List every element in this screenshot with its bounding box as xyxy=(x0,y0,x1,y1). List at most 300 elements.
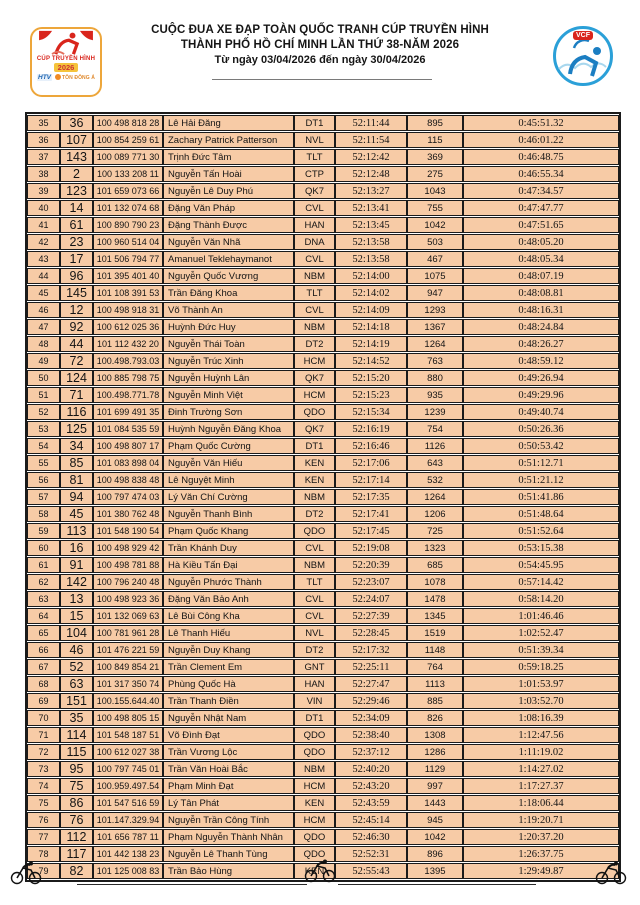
cell-total-time: 52:13:41 xyxy=(335,200,407,216)
cell-total-time: 52:16:46 xyxy=(335,438,407,454)
cell-rider-name: Trần Đăng Khoa xyxy=(163,285,294,301)
cell-team-code: QK7 xyxy=(294,183,335,199)
table-row xyxy=(27,149,619,165)
cell-team-code: CVL xyxy=(294,200,335,216)
cell-points: 1367 xyxy=(407,319,463,335)
cell-gap-time: 1:01:46.46 xyxy=(463,608,619,624)
cell-points: 945 xyxy=(407,812,463,828)
cell-points: 1293 xyxy=(407,302,463,318)
cell-total-time: 52:15:34 xyxy=(335,404,407,420)
cell-uci-id: 100 796 240 48 xyxy=(93,574,163,590)
cell-rider-name: Phạm Quốc Cường xyxy=(163,438,294,454)
cell-team-code: HCM xyxy=(294,812,335,828)
cell-rider-name: Nguyễn Văn Hiếu xyxy=(163,455,294,471)
table-row xyxy=(27,183,619,199)
cell-bib-number: 125 xyxy=(60,421,93,437)
cell-uci-id: 100.959.497.54 xyxy=(93,778,163,794)
cell-total-time: 52:12:42 xyxy=(335,149,407,165)
table-row xyxy=(27,829,619,845)
cell-bib-number: 117 xyxy=(60,846,93,862)
cell-rider-name: Đặng Thành Được xyxy=(163,217,294,233)
cell-rank: 66 xyxy=(27,642,60,658)
cell-rider-name: Trần Khánh Duy xyxy=(163,540,294,556)
cell-team-code: KEN xyxy=(294,472,335,488)
cell-uci-id: 101 656 787 11 xyxy=(93,829,163,845)
cell-bib-number: 151 xyxy=(60,693,93,709)
cell-team-code: DT2 xyxy=(294,336,335,352)
cell-total-time: 52:23:07 xyxy=(335,574,407,590)
cell-rider-name: Trần Vương Lộc xyxy=(163,744,294,760)
cyclist-icon xyxy=(10,860,42,886)
cell-rider-name: Lê Thanh Hiếu xyxy=(163,625,294,641)
table-row xyxy=(27,778,619,794)
cell-total-time: 52:14:00 xyxy=(335,268,407,284)
table-row xyxy=(27,574,619,590)
cell-points: 1126 xyxy=(407,438,463,454)
cell-uci-id: 101 395 401 40 xyxy=(93,268,163,284)
cell-rider-name: Trịnh Đức Tâm xyxy=(163,149,294,165)
cell-points: 935 xyxy=(407,387,463,403)
cell-rider-name: Nguyễn Thanh Bình xyxy=(163,506,294,522)
cell-rank: 69 xyxy=(27,693,60,709)
cell-rank: 54 xyxy=(27,438,60,454)
cyclist-icon xyxy=(595,860,627,886)
cell-rank: 61 xyxy=(27,557,60,573)
cell-team-code: DT1 xyxy=(294,710,335,726)
cell-gap-time: 0:51:21.12 xyxy=(463,472,619,488)
cell-points: 1478 xyxy=(407,591,463,607)
cell-uci-id: 101.147.329.94 xyxy=(93,812,163,828)
cell-rider-name: Võ Thành An xyxy=(163,302,294,318)
cell-rider-name: Nguyễn Trần Công Tính xyxy=(163,812,294,828)
cell-rider-name: Lý Văn Chí Cường xyxy=(163,489,294,505)
cell-points: 1078 xyxy=(407,574,463,590)
cell-bib-number: 94 xyxy=(60,489,93,505)
cell-team-code: QDO xyxy=(294,404,335,420)
cell-total-time: 52:15:20 xyxy=(335,370,407,386)
table-row xyxy=(27,744,619,760)
cell-gap-time: 1:19:20.71 xyxy=(463,812,619,828)
cell-total-time: 52:38:40 xyxy=(335,727,407,743)
cell-team-code: DT2 xyxy=(294,642,335,658)
cell-uci-id: 100 612 025 36 xyxy=(93,319,163,335)
table-row xyxy=(27,404,619,420)
cell-rank: 46 xyxy=(27,302,60,318)
table-row xyxy=(27,438,619,454)
cell-rank: 44 xyxy=(27,268,60,284)
table-row xyxy=(27,727,619,743)
cell-points: 755 xyxy=(407,200,463,216)
cell-rank: 72 xyxy=(27,744,60,760)
cell-points: 1519 xyxy=(407,625,463,641)
cell-team-code: QDO xyxy=(294,523,335,539)
cell-team-code: NBM xyxy=(294,319,335,335)
cell-points: 532 xyxy=(407,472,463,488)
cell-team-code: QDO xyxy=(294,846,335,862)
cell-bib-number: 91 xyxy=(60,557,93,573)
cell-bib-number: 113 xyxy=(60,523,93,539)
cell-gap-time: 1:20:37.20 xyxy=(463,829,619,845)
cell-uci-id: 100 885 798 75 xyxy=(93,370,163,386)
cell-uci-id: 101 380 762 48 xyxy=(93,506,163,522)
cell-bib-number: 35 xyxy=(60,710,93,726)
cell-bib-number: 63 xyxy=(60,676,93,692)
cell-bib-number: 124 xyxy=(60,370,93,386)
cell-gap-time: 0:51:48.64 xyxy=(463,506,619,522)
cup-logo-year: 2026 xyxy=(32,63,100,72)
table-row xyxy=(27,455,619,471)
cell-gap-time: 1:12:47.56 xyxy=(463,727,619,743)
cell-uci-id: 100 498 818 28 xyxy=(93,115,163,131)
cell-team-code: CVL xyxy=(294,591,335,607)
cell-rank: 74 xyxy=(27,778,60,794)
cell-uci-id: 100 498 923 36 xyxy=(93,591,163,607)
cell-bib-number: 2 xyxy=(60,166,93,182)
cell-rider-name: Lê Hải Đăng xyxy=(163,115,294,131)
cell-bib-number: 34 xyxy=(60,438,93,454)
cell-total-time: 52:17:32 xyxy=(335,642,407,658)
cell-total-time: 52:13:58 xyxy=(335,251,407,267)
cell-total-time: 52:25:11 xyxy=(335,659,407,675)
cell-gap-time: 0:50:26.36 xyxy=(463,421,619,437)
cell-rank: 75 xyxy=(27,795,60,811)
cell-uci-id: 101 112 432 20 xyxy=(93,336,163,352)
cell-uci-id: 101 125 008 83 xyxy=(93,863,163,879)
cell-rider-name: Trần Bảo Hùng xyxy=(163,863,294,879)
cell-bib-number: 12 xyxy=(60,302,93,318)
cell-total-time: 52:55:43 xyxy=(335,863,407,879)
cell-total-time: 52:28:45 xyxy=(335,625,407,641)
cell-gap-time: 0:48:59.12 xyxy=(463,353,619,369)
table-row xyxy=(27,166,619,182)
cell-team-code: NBM xyxy=(294,489,335,505)
table-row xyxy=(27,387,619,403)
cell-points: 275 xyxy=(407,166,463,182)
cell-uci-id: 100 797 745 01 xyxy=(93,761,163,777)
cell-rank: 59 xyxy=(27,523,60,539)
table-row xyxy=(27,642,619,658)
cell-bib-number: 104 xyxy=(60,625,93,641)
cell-bib-number: 52 xyxy=(60,659,93,675)
cell-uci-id: 101 547 516 59 xyxy=(93,795,163,811)
cell-uci-id: 100 089 771 30 xyxy=(93,149,163,165)
cell-uci-id: 100 498 805 15 xyxy=(93,710,163,726)
cell-gap-time: 1:11:19.02 xyxy=(463,744,619,760)
cell-team-code: NBM xyxy=(294,268,335,284)
table-row xyxy=(27,132,619,148)
cell-rank: 38 xyxy=(27,166,60,182)
cell-points: 880 xyxy=(407,370,463,386)
cell-points: 826 xyxy=(407,710,463,726)
cell-uci-id: 100 781 961 28 xyxy=(93,625,163,641)
cell-total-time: 52:45:14 xyxy=(335,812,407,828)
cell-points: 1206 xyxy=(407,506,463,522)
cell-gap-time: 0:46:48.75 xyxy=(463,149,619,165)
cell-gap-time: 1:14:27.02 xyxy=(463,761,619,777)
cell-uci-id: 101 476 221 59 xyxy=(93,642,163,658)
table-row xyxy=(27,523,619,539)
cell-bib-number: 145 xyxy=(60,285,93,301)
cell-rider-name: Nguyễn Minh Việt xyxy=(163,387,294,403)
cell-team-code: KEN xyxy=(294,863,335,879)
cell-gap-time: 0:48:24.84 xyxy=(463,319,619,335)
cell-bib-number: 16 xyxy=(60,540,93,556)
cell-uci-id: 100 498 807 17 xyxy=(93,438,163,454)
cell-rank: 50 xyxy=(27,370,60,386)
cell-total-time: 52:43:59 xyxy=(335,795,407,811)
cell-team-code: DNA xyxy=(294,234,335,250)
cell-uci-id: 100 960 514 04 xyxy=(93,234,163,250)
cell-rank: 79 xyxy=(27,863,60,879)
cell-points: 369 xyxy=(407,149,463,165)
cell-gap-time: 0:48:07.19 xyxy=(463,268,619,284)
cell-total-time: 52:27:39 xyxy=(335,608,407,624)
cell-gap-time: 1:02:52.47 xyxy=(463,625,619,641)
cell-total-time: 52:24:07 xyxy=(335,591,407,607)
ton-dong-a-label: TÔN ĐÔNG Á xyxy=(62,75,95,81)
cell-bib-number: 114 xyxy=(60,727,93,743)
cell-rank: 76 xyxy=(27,812,60,828)
cell-gap-time: 0:47:51.65 xyxy=(463,217,619,233)
cell-rider-name: Nguyễn Tấn Hoài xyxy=(163,166,294,182)
cell-team-code: NBM xyxy=(294,557,335,573)
table-row xyxy=(27,710,619,726)
table-row xyxy=(27,693,619,709)
cell-points: 764 xyxy=(407,659,463,675)
cell-rank: 60 xyxy=(27,540,60,556)
cell-gap-time: 1:18:06.44 xyxy=(463,795,619,811)
cell-gap-time: 0:48:16.31 xyxy=(463,302,619,318)
cell-rider-name: Nguyễn Phước Thành xyxy=(163,574,294,590)
cell-rank: 78 xyxy=(27,846,60,862)
cell-points: 1308 xyxy=(407,727,463,743)
cell-total-time: 52:11:54 xyxy=(335,132,407,148)
cell-points: 1264 xyxy=(407,489,463,505)
cell-rider-name: Võ Đình Đạt xyxy=(163,727,294,743)
cell-gap-time: 0:48:05.34 xyxy=(463,251,619,267)
cell-total-time: 52:17:06 xyxy=(335,455,407,471)
cell-team-code: CVL xyxy=(294,302,335,318)
cell-team-code: KEN xyxy=(294,455,335,471)
cell-gap-time: 0:45:51.32 xyxy=(463,115,619,131)
title-divider xyxy=(212,79,432,80)
cell-rider-name: Đặng Văn Bảo Anh xyxy=(163,591,294,607)
cell-rider-name: Trần Văn Hoài Bắc xyxy=(163,761,294,777)
cell-team-code: HCM xyxy=(294,353,335,369)
cell-gap-time: 0:51:39.34 xyxy=(463,642,619,658)
cell-points: 685 xyxy=(407,557,463,573)
cell-team-code: NVL xyxy=(294,625,335,641)
table-row xyxy=(27,319,619,335)
cell-team-code: TLT xyxy=(294,149,335,165)
cell-total-time: 52:14:19 xyxy=(335,336,407,352)
cell-uci-id: 100 498 918 31 xyxy=(93,302,163,318)
cell-bib-number: 23 xyxy=(60,234,93,250)
table-row xyxy=(27,676,619,692)
cell-rider-name: Nguyễn Thái Toàn xyxy=(163,336,294,352)
cell-uci-id: 100 498 781 88 xyxy=(93,557,163,573)
cell-rank: 56 xyxy=(27,472,60,488)
cell-uci-id: 100 612 027 38 xyxy=(93,744,163,760)
cell-points: 896 xyxy=(407,846,463,862)
cell-team-code: QK7 xyxy=(294,421,335,437)
cell-total-time: 52:17:35 xyxy=(335,489,407,505)
cell-total-time: 52:13:58 xyxy=(335,234,407,250)
cell-uci-id: 101 699 491 35 xyxy=(93,404,163,420)
cell-total-time: 52:11:44 xyxy=(335,115,407,131)
cell-bib-number: 36 xyxy=(60,115,93,131)
cell-rank: 58 xyxy=(27,506,60,522)
cell-team-code: DT1 xyxy=(294,438,335,454)
cell-team-code: KEN xyxy=(294,795,335,811)
cell-gap-time: 0:48:26.27 xyxy=(463,336,619,352)
cell-team-code: HAN xyxy=(294,676,335,692)
cell-total-time: 52:27:47 xyxy=(335,676,407,692)
cell-rider-name: Trần Clement Em xyxy=(163,659,294,675)
table-row xyxy=(27,421,619,437)
cell-rider-name: Trần Thanh Điền xyxy=(163,693,294,709)
cell-rider-name: Nguyễn Lê Duy Phú xyxy=(163,183,294,199)
cell-team-code: CTP xyxy=(294,166,335,182)
table-row xyxy=(27,608,619,624)
cell-bib-number: 115 xyxy=(60,744,93,760)
cell-rank: 43 xyxy=(27,251,60,267)
ton-dong-a-icon xyxy=(55,74,61,80)
cell-uci-id: 101 442 138 23 xyxy=(93,846,163,862)
cell-bib-number: 45 xyxy=(60,506,93,522)
cell-points: 1075 xyxy=(407,268,463,284)
table-row xyxy=(27,251,619,267)
cell-rider-name: Nguyễn Quốc Vương xyxy=(163,268,294,284)
cell-rank: 55 xyxy=(27,455,60,471)
cell-gap-time: 0:51:12.71 xyxy=(463,455,619,471)
cell-total-time: 52:20:39 xyxy=(335,557,407,573)
cell-total-time: 52:17:14 xyxy=(335,472,407,488)
cell-bib-number: 92 xyxy=(60,319,93,335)
cell-uci-id: 101 317 350 74 xyxy=(93,676,163,692)
cell-uci-id: 101 083 898 04 xyxy=(93,455,163,471)
cell-rank: 47 xyxy=(27,319,60,335)
cell-bib-number: 143 xyxy=(60,149,93,165)
results-body xyxy=(27,115,619,879)
cell-team-code: CVL xyxy=(294,540,335,556)
cell-points: 997 xyxy=(407,778,463,794)
table-row xyxy=(27,557,619,573)
table-row xyxy=(27,489,619,505)
cell-rider-name: Phạm Quốc Khang xyxy=(163,523,294,539)
cell-gap-time: 1:03:52.70 xyxy=(463,693,619,709)
cell-team-code: QDO xyxy=(294,829,335,845)
cell-rank: 62 xyxy=(27,574,60,590)
page-title xyxy=(110,23,530,68)
cell-points: 1042 xyxy=(407,217,463,233)
cell-team-code: VIN xyxy=(294,693,335,709)
cell-team-code: DT1 xyxy=(294,115,335,131)
cell-points: 1264 xyxy=(407,336,463,352)
cell-rider-name: Phạm Minh Đạt xyxy=(163,778,294,794)
cell-rider-name: Nguyễn Văn Nhã xyxy=(163,234,294,250)
cell-bib-number: 75 xyxy=(60,778,93,794)
cell-gap-time: 0:46:55.34 xyxy=(463,166,619,182)
cell-team-code: TLT xyxy=(294,574,335,590)
table-row xyxy=(27,659,619,675)
cell-rank: 48 xyxy=(27,336,60,352)
title-line-3: Từ ngày 03/04/2026 đến ngày 30/04/2026 xyxy=(214,54,426,66)
cell-gap-time: 1:01:53.97 xyxy=(463,676,619,692)
cell-points: 467 xyxy=(407,251,463,267)
cell-team-code: HCM xyxy=(294,387,335,403)
cell-rank: 35 xyxy=(27,115,60,131)
cell-rank: 36 xyxy=(27,132,60,148)
cell-points: 763 xyxy=(407,353,463,369)
cell-rank: 63 xyxy=(27,591,60,607)
cell-rank: 67 xyxy=(27,659,60,675)
cell-uci-id: 100 498 929 42 xyxy=(93,540,163,556)
cell-uci-id: 101 132 069 63 xyxy=(93,608,163,624)
cell-bib-number: 142 xyxy=(60,574,93,590)
title-line-1: CUỘC ĐUA XE ĐẠP TOÀN QUỐC TRANH CÚP TRUYỀN HÌNH xyxy=(151,24,489,36)
table-row xyxy=(27,472,619,488)
table-row xyxy=(27,336,619,352)
cell-rank: 77 xyxy=(27,829,60,845)
cell-gap-time: 1:26:37.75 xyxy=(463,846,619,862)
cell-gap-time: 0:49:26.94 xyxy=(463,370,619,386)
cell-total-time: 52:14:02 xyxy=(335,285,407,301)
cell-total-time: 52:13:45 xyxy=(335,217,407,233)
table-row xyxy=(27,625,619,641)
cell-total-time: 52:46:30 xyxy=(335,829,407,845)
cup-logo-title: CÚP TRUYỀN HÌNH xyxy=(36,56,96,62)
cell-gap-time: 0:48:05.20 xyxy=(463,234,619,250)
cell-rider-name: Đặng Văn Pháp xyxy=(163,200,294,216)
cell-bib-number: 15 xyxy=(60,608,93,624)
cell-team-code: HCM xyxy=(294,778,335,794)
cell-rider-name: Đinh Trường Sơn xyxy=(163,404,294,420)
cell-bib-number: 44 xyxy=(60,336,93,352)
cell-gap-time: 1:29:49.87 xyxy=(463,863,619,879)
cell-rider-name: Phạm Nguyễn Thành Nhân xyxy=(163,829,294,845)
table-row xyxy=(27,591,619,607)
cell-gap-time: 1:17:27.37 xyxy=(463,778,619,794)
cell-rank: 45 xyxy=(27,285,60,301)
table-row xyxy=(27,285,619,301)
cell-team-code: CVL xyxy=(294,608,335,624)
signature-line xyxy=(338,884,536,885)
cell-points: 503 xyxy=(407,234,463,250)
cell-gap-time: 0:58:14.20 xyxy=(463,591,619,607)
cell-bib-number: 112 xyxy=(60,829,93,845)
cell-bib-number: 17 xyxy=(60,251,93,267)
cell-rank: 68 xyxy=(27,676,60,692)
cell-gap-time: 0:49:29.96 xyxy=(463,387,619,403)
cell-rider-name: Lê Bùi Công Kha xyxy=(163,608,294,624)
cell-gap-time: 0:51:41.86 xyxy=(463,489,619,505)
cell-uci-id: 101 659 073 66 xyxy=(93,183,163,199)
cell-bib-number: 85 xyxy=(60,455,93,471)
cell-uci-id: 101 548 187 51 xyxy=(93,727,163,743)
cell-total-time: 52:29:46 xyxy=(335,693,407,709)
cell-gap-time: 0:59:18.25 xyxy=(463,659,619,675)
cell-uci-id: 101 548 190 54 xyxy=(93,523,163,539)
cell-gap-time: 0:53:15.38 xyxy=(463,540,619,556)
signature-line xyxy=(77,884,307,885)
cell-rank: 65 xyxy=(27,625,60,641)
cell-points: 1113 xyxy=(407,676,463,692)
cell-bib-number: 76 xyxy=(60,812,93,828)
cell-rider-name: Nguyễn Huỳnh Lân xyxy=(163,370,294,386)
cell-total-time: 52:37:12 xyxy=(335,744,407,760)
cell-gap-time: 0:47:47.77 xyxy=(463,200,619,216)
